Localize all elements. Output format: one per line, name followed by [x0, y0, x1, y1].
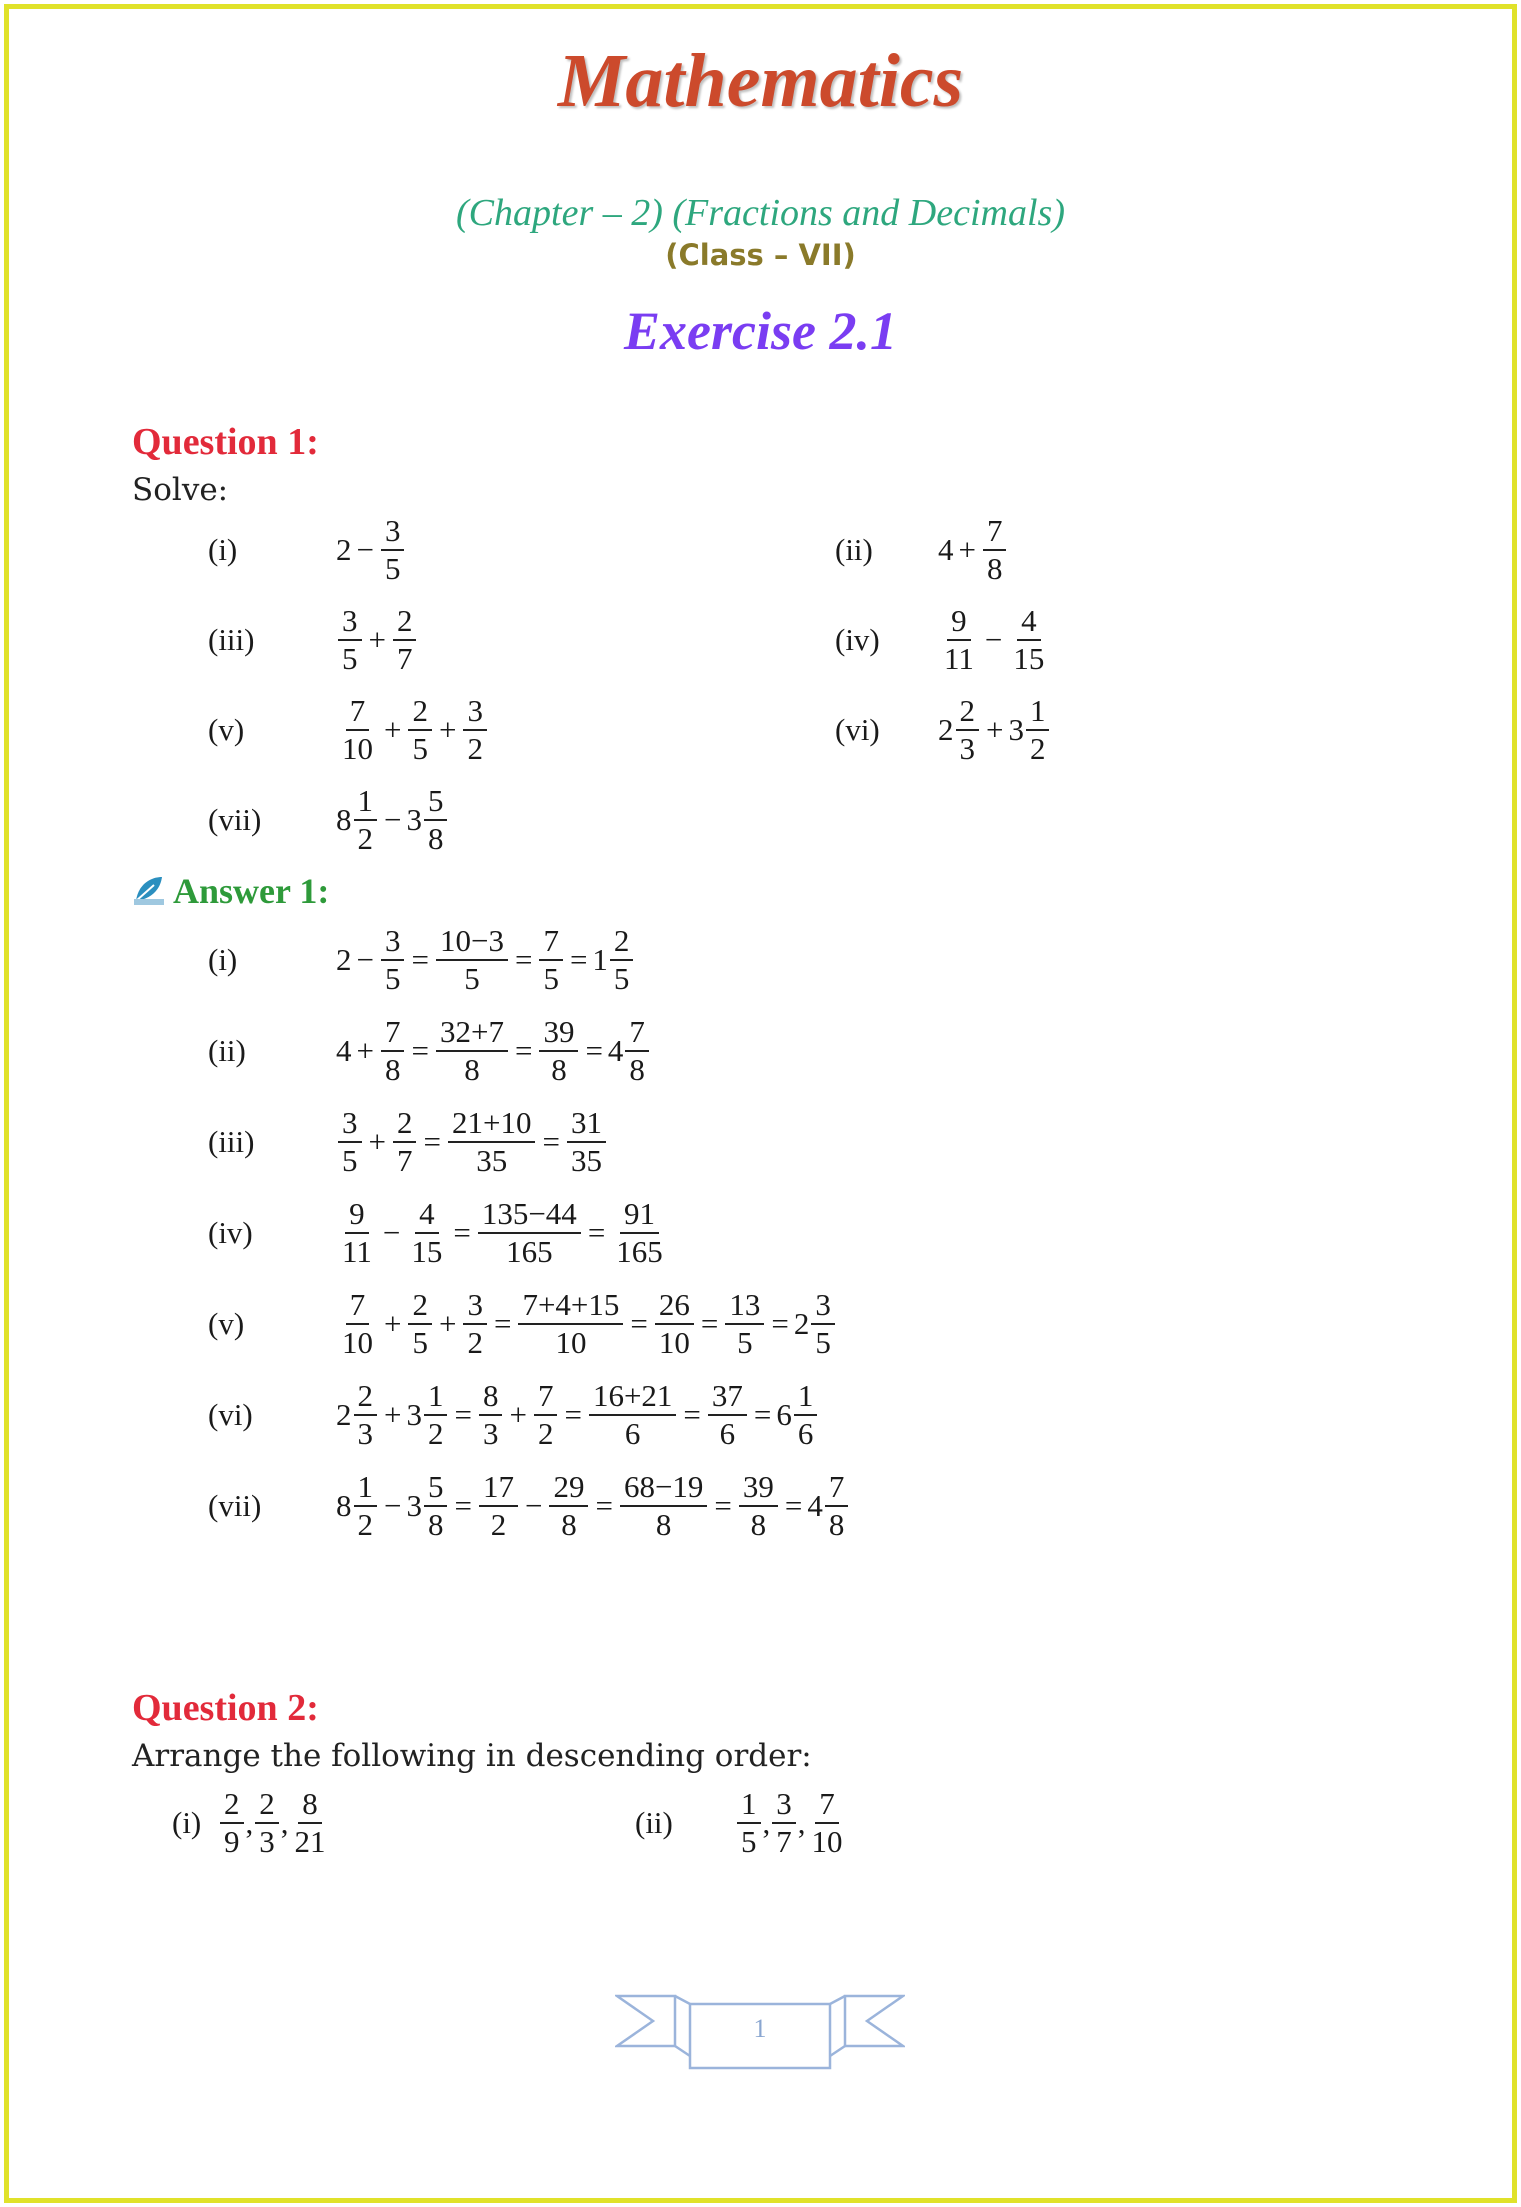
question-2-prompt: Arrange the following in descending order: — [132, 1738, 812, 1774]
q2-label: (i) — [172, 1805, 202, 1840]
q1-label: (i) — [208, 532, 238, 567]
a1-solution: 7 10 + $\frac{2}{5}$ + $\frac{3}{2}$ = $\frac{7+4+15}{10}$ = $\frac{26}{10}$ = $\frac{13}{5}$ = 2 3 5 — [336, 1284, 837, 1364]
question-1-prompt: Solve: — [132, 472, 229, 508]
a1-label: (i) — [208, 942, 238, 977]
a1-solution: 2 2 3 + 3 $\frac{1}{2}$ = $\frac{8}{3}$ + $\frac{7}{2}$ = $\frac{16+21}{6}$ = $\frac{37}{6}$ = 6 1 6 — [336, 1375, 819, 1455]
q2-label: (ii) — [635, 1805, 673, 1840]
q1-expression: 3 5 + $\frac{2}{7}$ — [336, 600, 418, 680]
q1-expression: 8 1 2 − 3 5 8 — [336, 780, 449, 860]
page-number: 1 — [753, 2014, 767, 2043]
a1-solution: 3 5 + $\frac{2}{7}$ = $\frac{21+10}{35}$ = $\frac{31}{35}$ — [336, 1102, 608, 1182]
a1-solution: 4 + $\frac{7}{8}$ = $\frac{32+7}{8}$ = $\frac{39}{8}$ = 4 7 8 — [336, 1011, 651, 1091]
a1-solution: 2 − $\frac{3}{5}$ = $\frac{10-3}{5}$ = $\frac{7}{5}$ = 1 2 5 — [336, 920, 635, 1000]
answer-1-heading: Answer 1: — [173, 871, 330, 911]
a1-label: (iii) — [208, 1124, 255, 1159]
q1-label: (ii) — [835, 532, 873, 567]
question-1-heading: Question 1: — [132, 421, 319, 463]
class-label: (Class – VII) — [665, 238, 856, 272]
q1-expression: 2 − $\frac{3}{5}$ — [336, 510, 406, 590]
a1-label: (vii) — [208, 1488, 262, 1523]
exercise-heading: Exercise 2.1 — [624, 301, 897, 361]
a1-solution: 9 11 − $\frac{4}{15}$ = $\frac{135-44}{165}$ = $\frac{91}{165}$ — [342, 1196, 663, 1269]
q2-expression: 2 9 , 2 3 , 8 21 — [218, 1783, 332, 1863]
q1-expression: 7 10 + $\frac{2}{5}$ + $\frac{3}{2}$ — [336, 690, 489, 770]
a1-label: (ii) — [208, 1033, 246, 1068]
q1-label: (iii) — [208, 622, 255, 657]
q1-label: (vi) — [835, 712, 880, 747]
q2-expression: 1 5 , 3 7 , 7 10 — [735, 1783, 849, 1863]
q1-label: (v) — [208, 712, 245, 747]
q1-expression: 4 + $\frac{7}{8}$ — [938, 510, 1008, 590]
q1-expression: 2 2 3 + 3 1 2 — [938, 690, 1051, 770]
chapter-heading: (Chapter – 2) (Fractions and Decimals) — [456, 192, 1065, 234]
a1-label: (vi) — [208, 1397, 253, 1432]
leaf-logo-icon — [132, 873, 166, 907]
a1-label: (iv) — [208, 1215, 253, 1250]
q1-label: (vii) — [208, 802, 262, 837]
question-2-heading: Question 2: — [132, 1687, 319, 1729]
page-title: Mathematics — [557, 39, 964, 123]
a1-solution: 8 1 2 − 3 $\frac{5}{8}$ = $\frac{17}{2}$ − $\frac{29}{8}$ = $\frac{68-19}{8}$ = $\frac{39}{8}$ = 4 7 8 — [336, 1466, 850, 1546]
q1-label: (iv) — [835, 622, 880, 657]
q1-expression: 9 11 − $\frac{4}{15}$ — [944, 603, 1045, 676]
a1-label: (v) — [208, 1306, 245, 1341]
